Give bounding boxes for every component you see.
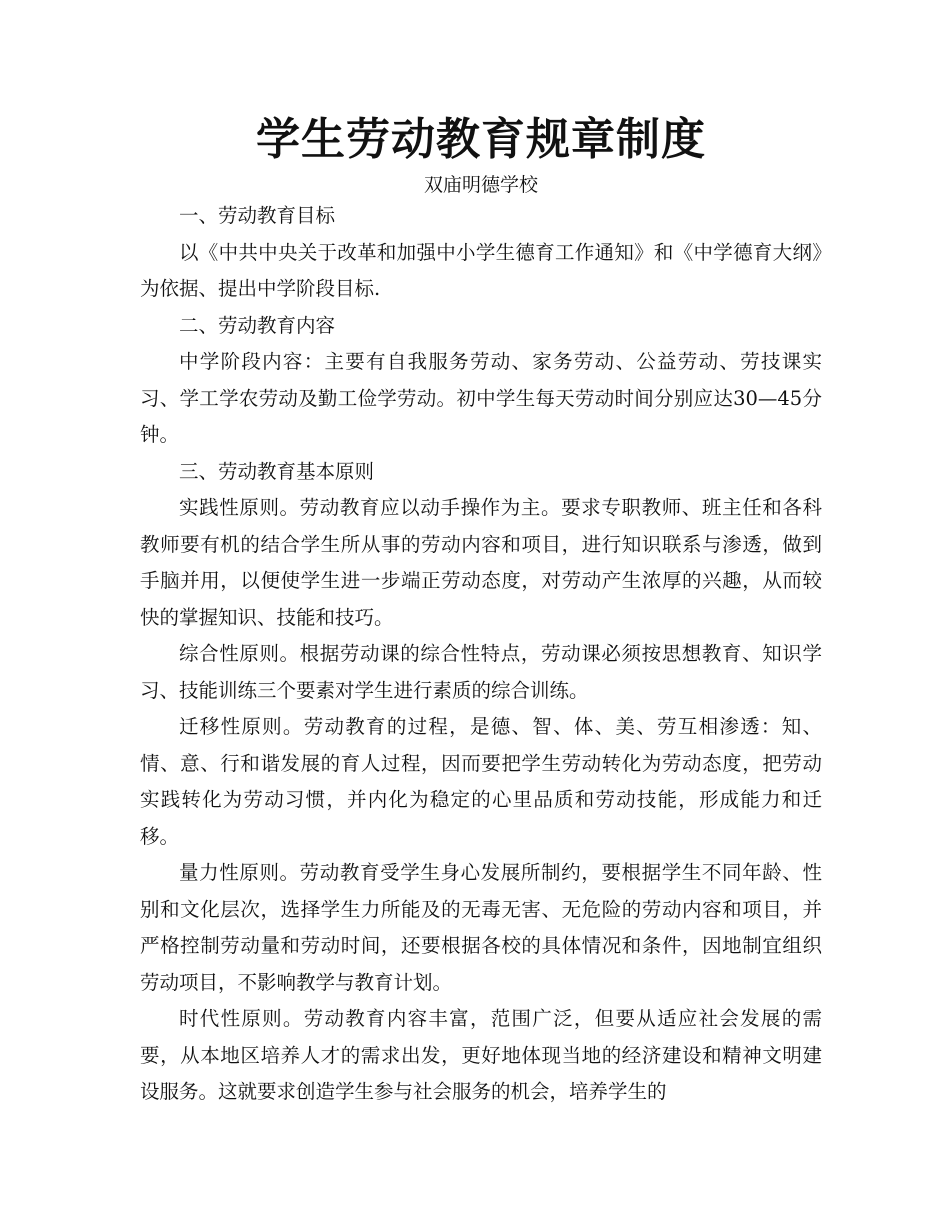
paragraph-content: 中学阶段内容：主要有自我服务劳动、家务劳动、公益劳动、劳技课实习、学工学农劳动及勤工俭学劳动。初中学生每天劳动时间分别应达30—45分钟。: [140, 350, 822, 446]
paragraph-transfer-principle: 迁移性原则。劳动教育的过程，是德、智、体、美、劳互相渗透：知、情、意、行和谐发展的育人过程，因而要把学生劳动转化为劳动态度，把劳动实践转化为劳动习惯，并内化为稳定的心里品质和劳动技能，形成能力和迁移。: [140, 715, 822, 848]
section-heading-principles: 三、劳动教育基本原则: [179, 459, 375, 483]
section-heading-goals: 一、劳动教育目标: [179, 204, 336, 227]
section-heading-content: 二、劳动教育内容: [179, 313, 336, 337]
paragraph-goals: 以《中共中央关于改革和加强中小学生德育工作通知》和《中学德育大纲》为依据、提出中学阶段目标.: [140, 240, 822, 300]
document-page: [140, 108, 822, 1111]
document-title: 学生劳动教育规章制度: [256, 114, 706, 165]
paragraph-era-principle: 时代性原则。劳动教育内容丰富，范围广泛，但要从适应社会发展的需要，从本地区培养人才的需求出发，更好地体现当地的经济建设和精神文明建设服务。这就要求创造学生参与社会服务的机会，培养学生的: [140, 1007, 822, 1103]
school-name: 双庙明德学校: [423, 174, 538, 196]
paragraph-comprehensive-principle: 综合性原则。根据劳动课的综合性特点，劳动课必须按思想教育、知识学习、技能训练三个要素对学生进行素质的综合训练。: [140, 642, 822, 702]
paragraph-practice-principle: 实践性原则。劳动教育应以动手操作为主。要求专职教师、班主任和各科教师要有机的结合学生所从事的劳动内容和项目，进行知识联系与渗透，做到手脑并用，以便使学生进一步端正劳动态度，对劳动产生浓厚的兴趣，从而较快的掌握知识、技能和技巧。: [140, 496, 822, 629]
paragraph-capacity-principle: 量力性原则。劳动教育受学生身心发展所制约，要根据学生不同年龄、性别和文化层次，选择学生力所能及的无毒无害、无危险的劳动内容和项目，并严格控制劳动量和劳动时间，还要根据各校的具体情况和条件，因地制宜组织劳动项目，不影响教学与教育计划。: [140, 861, 822, 994]
